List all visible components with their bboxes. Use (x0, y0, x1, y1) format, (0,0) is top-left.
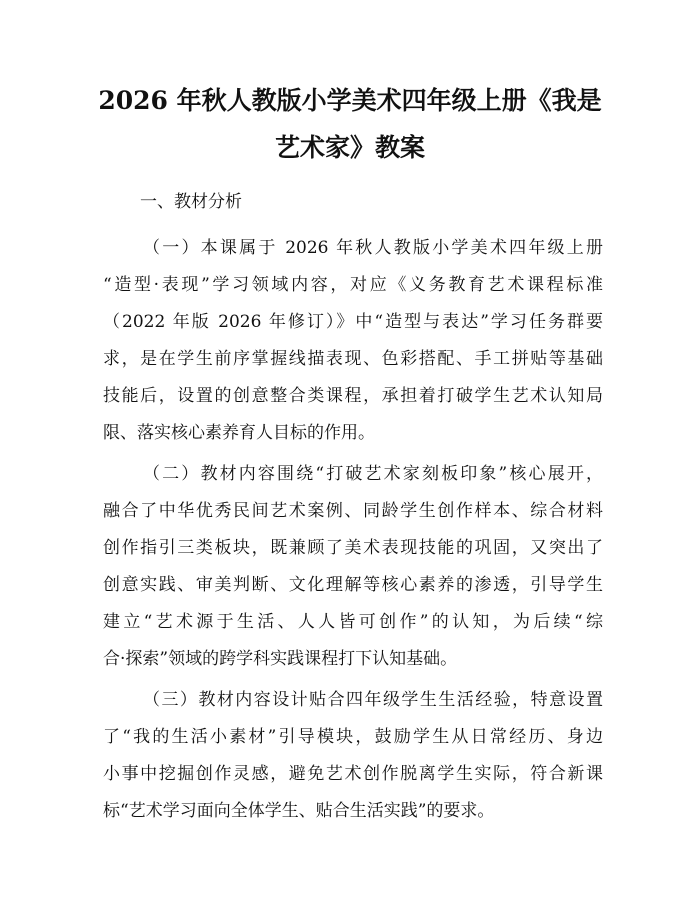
paragraph-line: （二）教材内容围绕“打破艺术家刻板印象”核心展开， (143, 464, 603, 484)
paragraph-2 (103, 456, 603, 678)
paragraph-1 (103, 230, 603, 452)
paragraph-line: （2022 年版 2026 年修订）》中“造型与表达”学习任务群要 (103, 312, 603, 332)
section-heading: 一、教材分析 (140, 192, 242, 212)
paragraph-line: “造型·表现”学习领域内容，对应《义务教育艺术课程标准 (103, 275, 603, 295)
paragraph-line: 建立“艺术源于生活、人人皆可创作”的认知，为后续“综 (103, 612, 603, 632)
paragraph-line: 求，是在学生前序掌握线描表现、色彩搭配、手工拼贴等基础 (103, 349, 603, 369)
document-title-line-1: 2026 年秋人教版小学美术四年级上册《我是 (98, 86, 602, 115)
paragraph-3 (103, 682, 603, 830)
paragraph-line: 融合了中华优秀民间艺术案例、同龄学生创作样本、综合材料 (103, 501, 603, 521)
paragraph-line: 标“艺术学习面向全体学生、贴合生活实践”的要求。 (103, 801, 495, 821)
paragraph-line: 了“我的生活小素材”引导模块，鼓励学生从日常经历、身边 (103, 727, 603, 747)
paragraph-line: 技能后，设置的创意整合类课程，承担着打破学生艺术认知局 (103, 386, 603, 406)
document-title-line-2: 艺术家》教案 (274, 133, 425, 162)
paragraph-line: 限、落实核心素养育人目标的作用。 (103, 423, 375, 443)
paragraph-line: （一）本课属于 2026 年秋人教版小学美术四年级上册 (143, 238, 603, 258)
paragraph-line: 创作指引三类板块，既兼顾了美术表现技能的巩固，又突出了 (103, 538, 603, 558)
paragraph-line: 创意实践、审美判断、文化理解等核心素养的渗透，引导学生 (103, 575, 603, 595)
paragraph-line: （三）教材内容设计贴合四年级学生生活经验，特意设置 (143, 690, 603, 710)
paragraph-line: 小事中挖掘创作灵感，避免艺术创作脱离学生实际，符合新课 (103, 764, 603, 784)
paragraph-line: 合·探索”领域的跨学科实践课程打下认知基础。 (103, 649, 458, 669)
